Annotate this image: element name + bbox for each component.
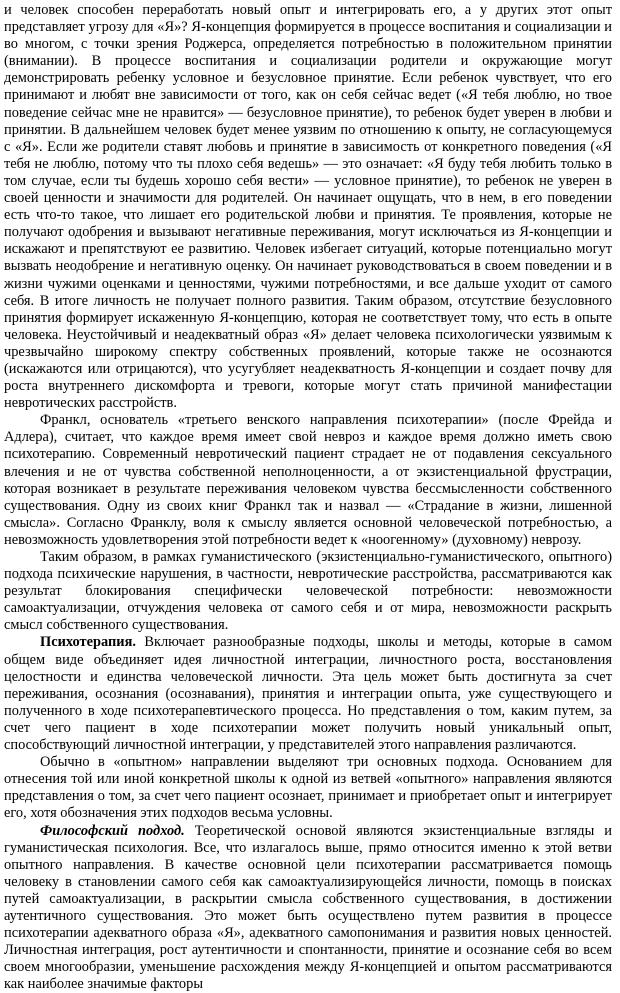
paragraph-philosophical-approach — [4, 823, 612, 993]
paragraph-text: Теоретической основой являются экзистенциальные взгляды и гуманистическая психология. Все, что излагалось выше, прямо относится именно к этой ветви опытного направления. В качестве основной цели психотерапии рассматривается помощь человеку в становлении самого себя как самоактуализирующейся личности, помощь в поисках путей самоактуализации, в раскрытии смысла собственного существования, в достижении аутентичного существования. Это может быть осуществлено путем развития в процессе психотерапии адекватного образа «Я», адекватного самопонимания и развития новых ценностей. Личностная интеграция, рост аутентичности и спонтанности, принятие и осознание себя во всем своем многообразии, уменьшение расхождения между Я-концепцией и опытом рассматриваются как наиболее значимые факторы — [4, 823, 612, 993]
section-heading-psychotherapy: Психотерапия. — [40, 634, 136, 650]
paragraph-text: Обычно в «опытном» направлении выделяют три основных подхода. Основанием для отнесения той или иной конкретной школы к одной из ветвей «опытного» направления являются представления о том, за счет чего пациент осознает, принимает и приобретает опыт и интегрирует его, хотя обозначения этих подходов весьма условны. — [4, 754, 612, 821]
paragraph-rogers-self-concept — [4, 2, 612, 412]
paragraph-psychotherapy — [4, 634, 612, 754]
paragraph-text: Франкл, основатель «третьего венского направления психотерапии» (после Фрейда и Адлера), считает, что каждое время имеет свой невроз и каждое время должно иметь свою психотерапию. Современный невротический пациент страдает не от подавления сексуального влечения и не от чувства собственной неполноценности, а от экзистенциальной фрустрации, которая возникает в результате переживания человеком чувства бессмысленности собственного существования. Одну из своих книг Франкл так и назвал — «Страдание в жизни, лишенной смысла». Согласно Франклу, воля к смыслу является основной человеческой потребностью, а невозможность удовлетворения этой потребности ведет к «ноогенному» (духовному) неврозу. — [4, 412, 612, 548]
paragraph-three-approaches — [4, 754, 612, 822]
paragraph-text: Включает разнообразные подходы, школы и методы, которые в самом общем виде объединяет идея личностной интеграции, личностного роста, восстановления целостности и единства человеческой личности. Эта цель может быть достигнута за счет переживания, осознания (осознавания), принятия и интеграции опыта, уже существующего и полученного в ходе психотерапевтического процесса. Но представления о том, каким путем, за счет чего пациент в ходе психотерапии может получить новый уникальный опыт, способствующий личностной интеграции, у представителей этого направления различаются. — [4, 634, 612, 753]
paragraph-humanistic-summary — [4, 549, 612, 634]
document-page — [4, 2, 612, 993]
section-heading-philosophical-approach: Философский подход. — [40, 823, 185, 839]
paragraph-text: и человек способен переработать новый опыт и интегрировать его, а у других этот опыт представляет угрозу для «Я»? Я-концепция формируется в процессе воспитания и социализации и во многом, с точки зрения Роджерса, определяется потребностью в положительном принятии (внимании). В процессе воспитания и социализации родители и окружающие могут демонстрировать ребенку условное и безусловное принятие. Если ребенок чувствует, что его принимают и любят вне зависимости от того, как он себя сейчас ведет («Я тебя люблю, но твое поведение сейчас мне не нравится» — безусловное принятие), то ребенок будет уверен в любви и принятии. В дальнейшем человек будет менее уязвим по отношению к опыту, не согласующемуся с «Я». Если же родители ставят любовь и принятие в зависимость от конкретного поведения («Я тебя не люблю, потому что ты плохо себя ведешь» — это означает: «Я буду тебя любить только в том случае, если ты будешь хорошо себя вести» — условное принятие), то ребенок не уверен в своей ценности и значимости для родителей. Он начинает ощущать, что в нем, в его поведении есть что-то такое, что лишает его родительской любви и принятия. Те проявления, которые не получают одобрения и вызывают негативные переживания, могут исключаться из Я-концепции и искажают и препятствуют ее развитию. Человек избегает ситуаций, которые потенциально могут вызвать неодобрение и негативную оценку. Он начинает руководствоваться в своем поведении и в жизни чужими оценками и ценностями, чужими потребностями, и все дальше уходит от самого себя. В итоге личность не получает полного развития. Таким образом, отсутствие безусловного принятия формирует искаженную Я-концепцию, которая не соответствует тому, что есть в опыте человека. Неустойчивый и неадекватный образ «Я» делает человека психологически уязвимым к чрезвычайно широкому спектру собственных проявлений, которые также не осознаются (искажаются или отрицаются), что усугубляет неадекватность Я-концепции и создает почву для роста внутреннего дискомфорта и тревоги, которые могут стать причиной манифестации невротических расстройств. — [4, 2, 612, 411]
paragraph-text: Таким образом, в рамках гуманистического (экзистенциально-гуманистического, опытного) подхода психические нарушения, в частности, невротические расстройства, рассматриваются как результат блокирования специфически человеческой потребности: невозможности самоактуализации, отчуждения человека от самого себя и от мира, невозможности раскрыть смысл собственного существования. — [4, 549, 612, 633]
paragraph-frankl — [4, 412, 612, 549]
